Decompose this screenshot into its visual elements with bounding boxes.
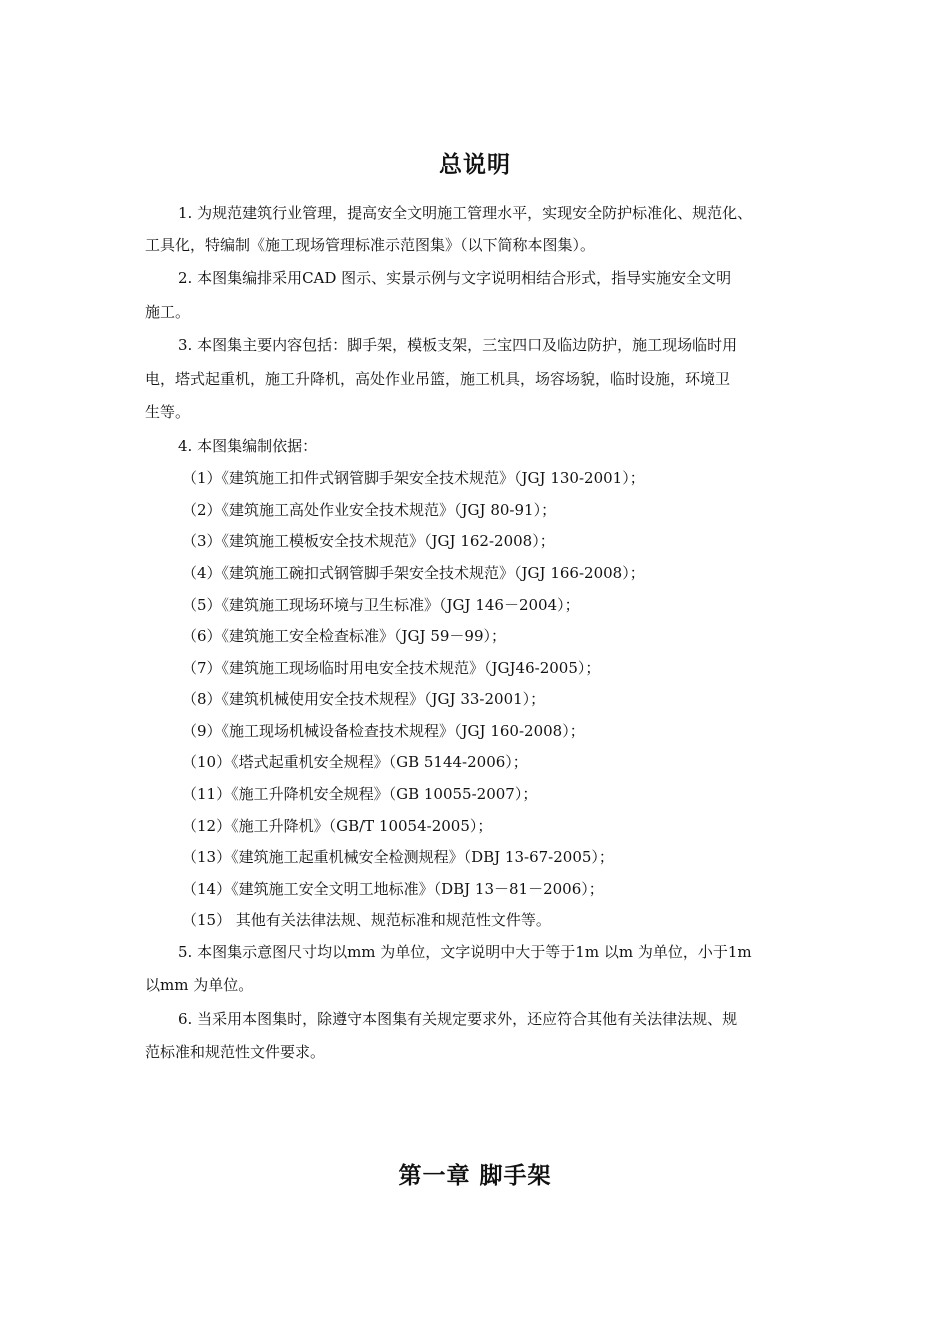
paragraph-line: 4. 本图集编制依据： [178,437,318,455]
paragraph-line: 工具化，特编制《施工现场管理标准示范图集》（以下简称本图集）。 [145,236,596,254]
paragraph-line: 生等。 [145,403,191,421]
reference-item: （11）《施工升降机安全规程》（GB 10055-2007）； [182,785,538,803]
paragraph-line: 1. 为规范建筑行业管理，提高安全文明施工管理水平，实现安全防护标准化、规范化、 [178,204,753,222]
paragraph-line: 以mm 为单位。 [145,976,254,994]
paragraph-line: 范标准和规范性文件要求。 [145,1043,326,1061]
paragraph-line: 5. 本图集示意图尺寸均以mm 为单位，文字说明中大于等于1m 以m 为单位，小于1m [178,943,752,961]
reference-item: （12）《施工升降机》（GB/T 10054-2005）； [182,817,493,835]
reference-item: （5）《建筑施工现场环境与卫生标准》（JGJ 146－2004）； [182,596,580,614]
reference-item: （9）《施工现场机械设备检查技术规程》（JGJ 160-2008）； [182,722,585,740]
chapter-title: 第一章 脚手架 [398,1163,552,1189]
paragraph-line: 2. 本图集编排采用CAD 图示、实景示例与文字说明相结合形式，指导实施安全文明 [178,269,732,287]
reference-item: （4）《建筑施工碗扣式钢管脚手架安全技术规范》（JGJ 166-2008）； [182,564,645,582]
reference-item: （15） 其他有关法律法规、规范标准和规范性文件等。 [182,911,551,929]
reference-item: （13）《建筑施工起重机械安全检测规程》（DBJ 13-67-2005）； [182,848,614,866]
reference-item: （3）《建筑施工模板安全技术规范》（JGJ 162-2008）； [182,532,555,550]
reference-item: （7）《建筑施工现场临时用电安全技术规范》（JGJ46-2005）； [182,659,601,677]
paragraph-line: 电，塔式起重机，施工升降机，高处作业吊篮，施工机具，场容场貌，临时设施，环境卫 [145,370,731,388]
section-title: 总说明 [439,152,511,178]
reference-item: （1）《建筑施工扣件式钢管脚手架安全技术规范》（JGJ 130-2001）； [182,469,645,487]
paragraph-line: 3. 本图集主要内容包括：脚手架，模板支架，三宝四口及临边防护，施工现场临时用 [178,336,738,354]
reference-item: （14）《建筑施工安全文明工地标准》（DBJ 13－81－2006）； [182,880,604,898]
reference-item: （2）《建筑施工高处作业安全技术规范》（JGJ 80-91）； [182,501,557,519]
paragraph-line: 施工。 [145,303,191,321]
reference-item: （8）《建筑机械使用安全技术规程》（JGJ 33-2001）； [182,690,546,708]
reference-item: （6）《建筑施工安全检查标准》（JGJ 59－99）； [182,627,506,645]
paragraph-line: 6. 当采用本图集时，除遵守本图集有关规定要求外，还应符合其他有关法律法规、规 [178,1010,738,1028]
reference-item: （10）《塔式起重机安全规程》（GB 5144-2006）； [182,753,528,771]
